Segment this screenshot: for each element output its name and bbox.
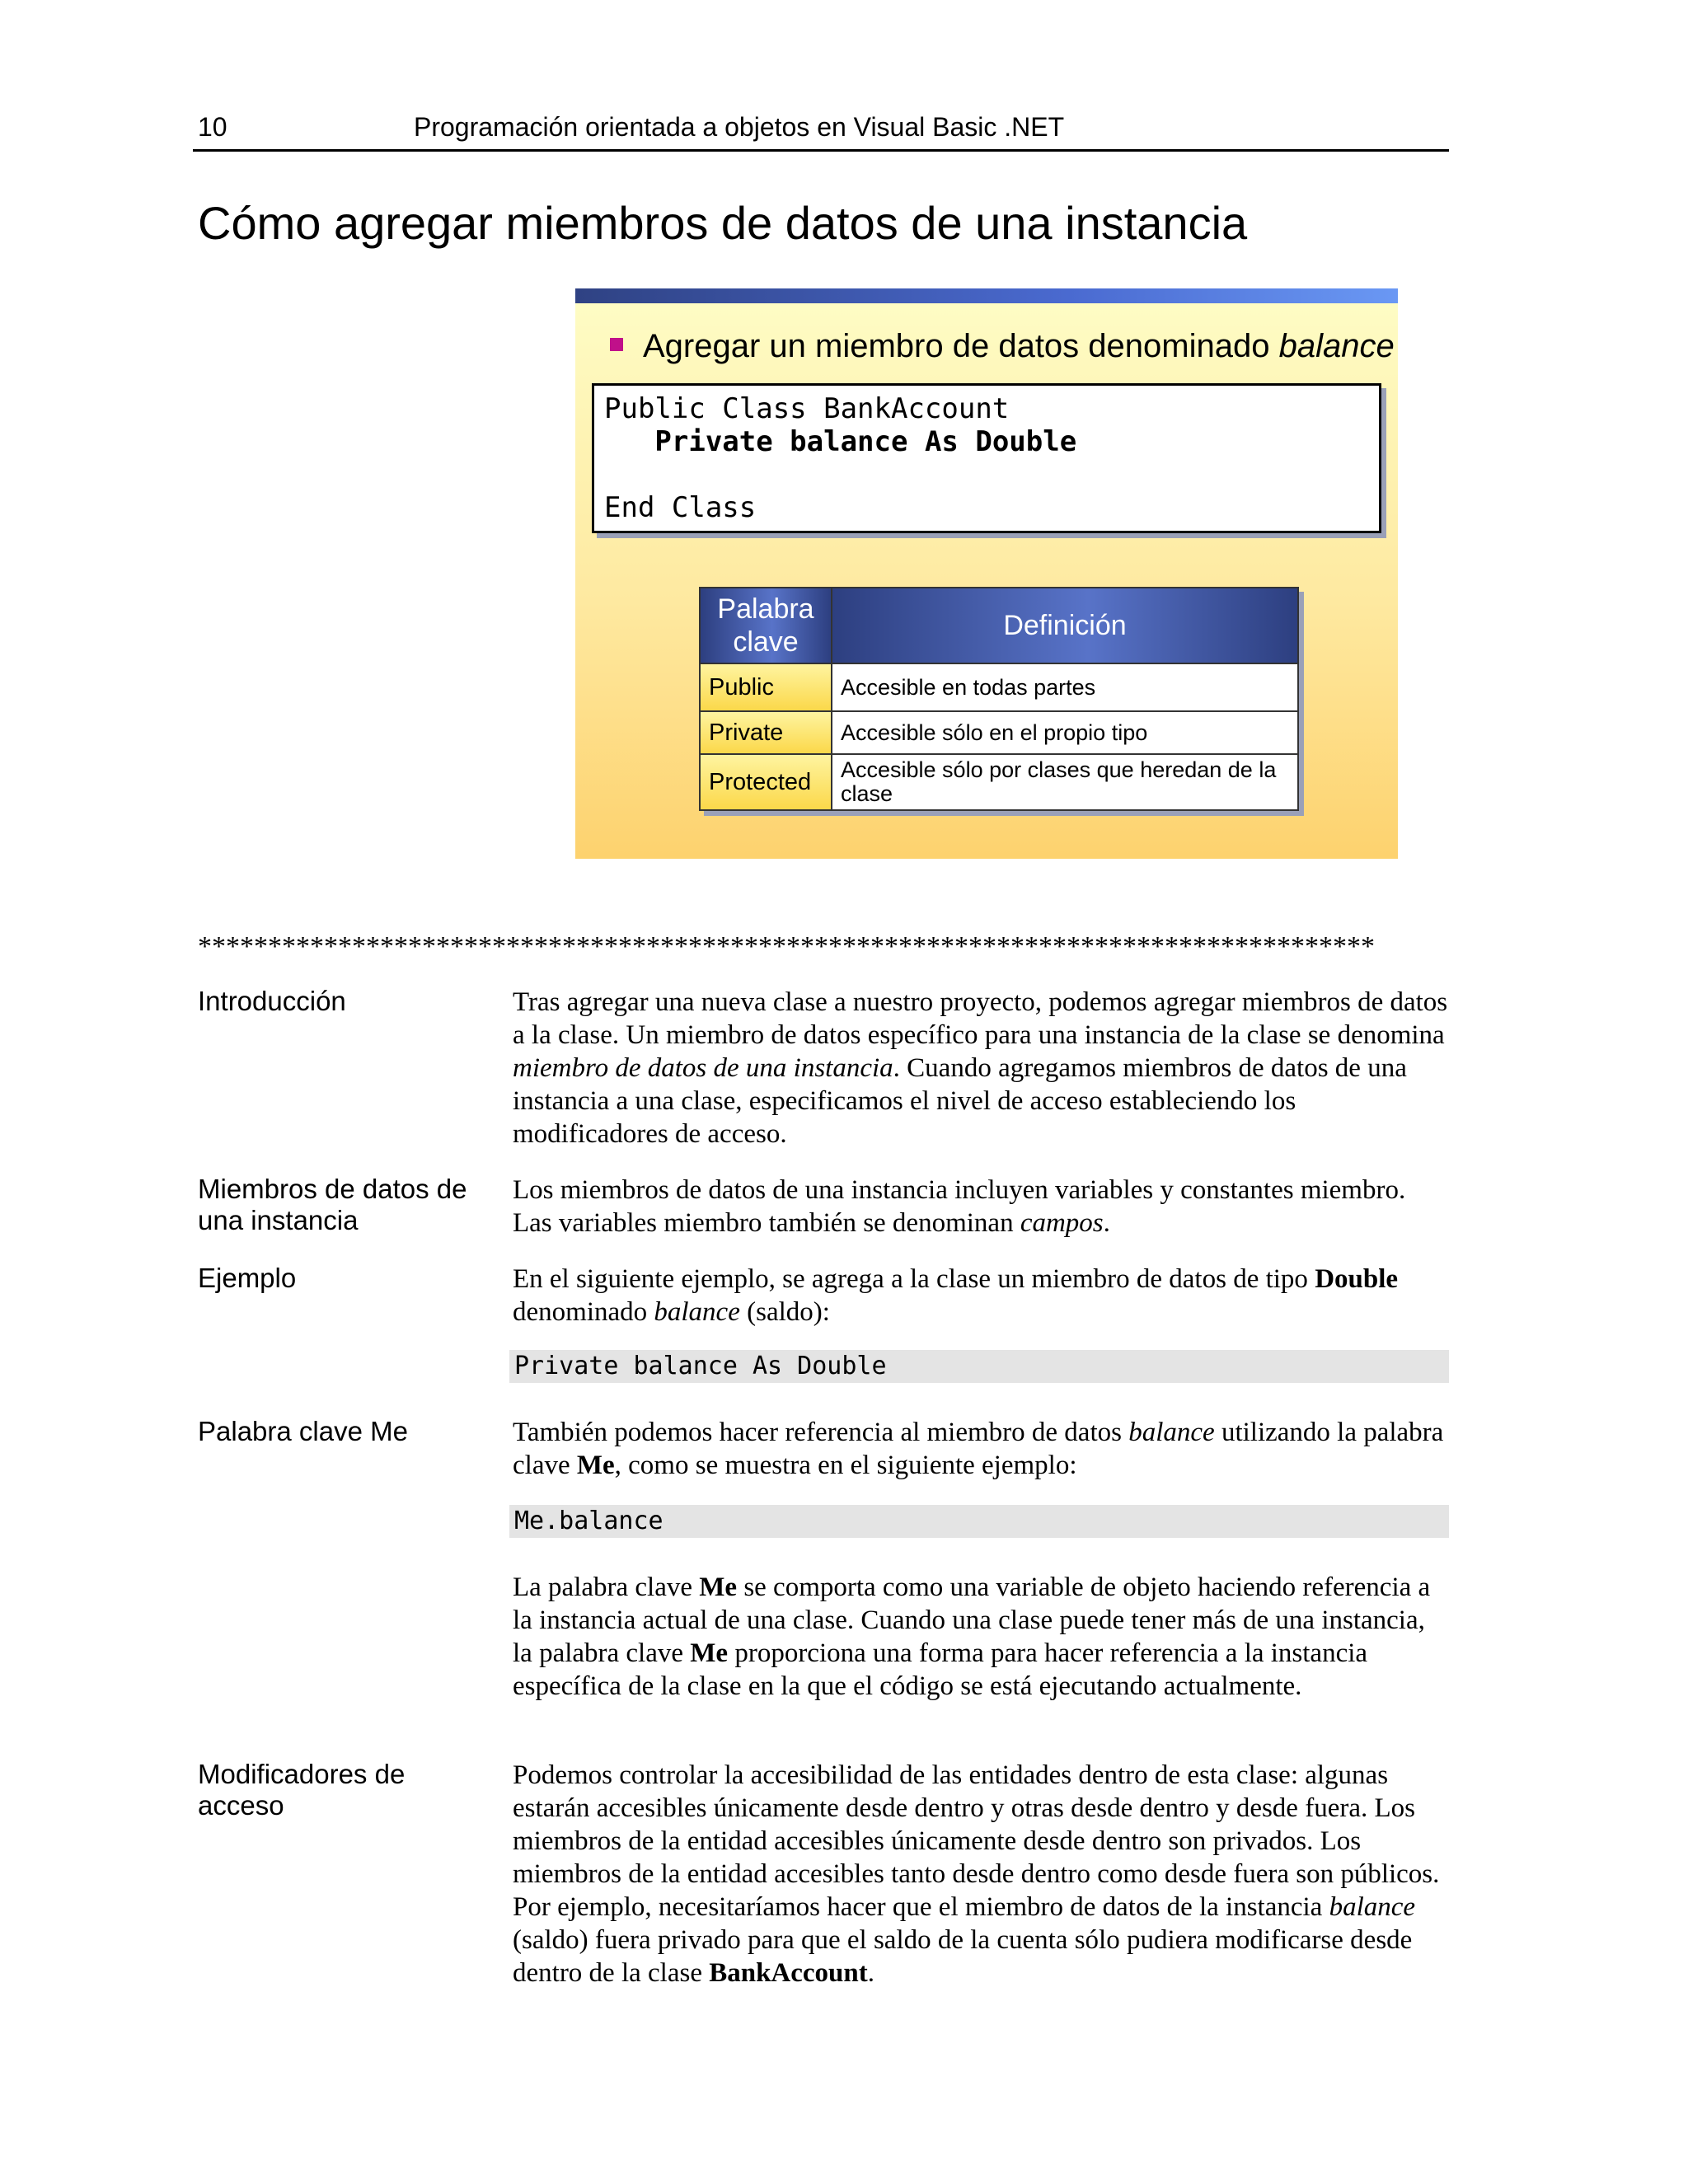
bold-text: BankAccount bbox=[709, 1958, 868, 1988]
text: Podemos controlar la accesibilidad de las entidades dentro de esta clase: algunas estarán accesibles únicamente desde dentro y otras desde dentro y desde fuera. Los miembros de la entidad accesibles únicamente desde dentro son privados. Los miembros de la entidad accesibles tanto desde dentro como desde fuera son públicos. Por ejemplo, necesitaríamos hacer que el miembro de datos de la instancia bbox=[513, 1760, 1440, 1922]
code-sample bbox=[509, 1505, 1449, 1538]
slide-bullet-italic: balance bbox=[1278, 328, 1395, 364]
table-header-definition: Definición bbox=[832, 588, 1298, 663]
table-cell-definition: Accesible en todas partes bbox=[832, 663, 1298, 711]
text: . bbox=[1103, 1208, 1110, 1238]
me-paragraph-2 bbox=[513, 1571, 1449, 1703]
bold-text: Me bbox=[690, 1638, 729, 1668]
bold-text: Me bbox=[699, 1572, 738, 1602]
table-header-keyword: Palabra clave bbox=[700, 588, 832, 663]
bullet-square-icon bbox=[610, 338, 623, 351]
slide-code-box bbox=[592, 383, 1381, 533]
header-rule bbox=[193, 149, 1449, 152]
slide-bullet bbox=[610, 328, 1395, 365]
separator-stars: ************************************************************************************ bbox=[198, 931, 1375, 962]
table-cell-definition: Accesible sólo por clases que heredan de la clase bbox=[832, 754, 1298, 810]
me-paragraph bbox=[513, 1416, 1449, 1482]
modifiers-paragraph bbox=[513, 1759, 1449, 1990]
text: (saldo): bbox=[739, 1297, 830, 1327]
slide-title-bar bbox=[575, 288, 1398, 303]
table-row bbox=[700, 754, 1298, 810]
emphasis: balance bbox=[1128, 1418, 1215, 1447]
members-paragraph bbox=[513, 1174, 1449, 1240]
text: proporciona una forma para hacer referencia a la instancia específica de la clase en la que el código se está ejecutando actualmente. bbox=[513, 1638, 1368, 1701]
intro-paragraph bbox=[513, 986, 1449, 1151]
text: utilizando la palabra clave bbox=[513, 1418, 1444, 1480]
slide-bullet-text: Agregar un miembro de datos denominado bbox=[643, 328, 1279, 364]
code-line-2: Private balance As Double bbox=[654, 425, 1077, 458]
text: se comporta como una variable de objeto haciendo referencia a la instancia actual de una clase. Cuando una clase puede tener más de una instancia, la palabra clave bbox=[513, 1572, 1431, 1668]
text: , como se muestra en el siguiente ejemplo: bbox=[614, 1451, 1077, 1480]
emphasis: campos bbox=[1020, 1208, 1104, 1238]
text: Los miembros de datos de una instancia incluyen variables y constantes miembro. Las variables miembro también se denominan bbox=[513, 1175, 1406, 1238]
table-row bbox=[700, 663, 1298, 711]
text: En el siguiente ejemplo, se agrega a la clase un miembro de datos de tipo bbox=[513, 1264, 1315, 1294]
emphasis: miembro de datos de una instancia bbox=[513, 1053, 893, 1083]
table-cell-keyword: Private bbox=[700, 711, 832, 754]
text: También podemos hacer referencia al miembro de datos bbox=[513, 1418, 1129, 1447]
sidebar-label-me: Palabra clave Me bbox=[198, 1416, 408, 1446]
table-cell-definition: Accesible sólo en el propio tipo bbox=[832, 711, 1298, 754]
bold-text: Double bbox=[1315, 1264, 1399, 1294]
text: La palabra clave bbox=[513, 1572, 700, 1602]
slide-figure bbox=[575, 288, 1398, 859]
code-sample-text: Private balance As Double bbox=[514, 1352, 887, 1380]
code-line-3: End Class bbox=[604, 491, 757, 524]
sidebar-label-members: Miembros de datos de una instancia bbox=[198, 1174, 467, 1235]
emphasis: balance bbox=[1329, 1892, 1416, 1922]
table-cell-keyword: Protected bbox=[700, 754, 832, 810]
table-row bbox=[700, 711, 1298, 754]
example-paragraph bbox=[513, 1263, 1449, 1329]
text: Tras agregar una nueva clase a nuestro proyecto, podemos agregar miembros de datos a la clase. Un miembro de datos específico para una instancia de la clase se denomina bbox=[513, 987, 1448, 1050]
text: . Cuando agregamos miembros de datos de una instancia a una clase, especificamos el nivel de acceso estableciendo los modificadores de acceso. bbox=[513, 1053, 1407, 1149]
sidebar-label-example: Ejemplo bbox=[198, 1263, 297, 1293]
emphasis: balance bbox=[654, 1297, 740, 1327]
code-sample-text: Me.balance bbox=[514, 1507, 663, 1535]
sidebar-label-modifiers: Modificadores de acceso bbox=[198, 1759, 406, 1821]
bold-text: Me bbox=[576, 1451, 615, 1480]
text: denominado bbox=[513, 1297, 654, 1327]
text: (saldo) fuera privado para que el saldo de la cuenta sólo pudiera modificarse desde dentro de la clase bbox=[513, 1925, 1413, 1988]
page-number: 10 bbox=[198, 112, 227, 142]
code-sample bbox=[509, 1350, 1449, 1383]
code-line-1: Public Class BankAccount bbox=[604, 392, 1010, 425]
table-cell-keyword: Public bbox=[700, 663, 832, 711]
keyword-table bbox=[699, 587, 1299, 811]
running-header: Programación orientada a objetos en Visual Basic .NET bbox=[414, 112, 1065, 142]
sidebar-label-intro: Introducción bbox=[198, 986, 346, 1016]
page-title: Cómo agregar miembros de datos de una instancia bbox=[198, 197, 1248, 249]
text: . bbox=[867, 1958, 875, 1988]
